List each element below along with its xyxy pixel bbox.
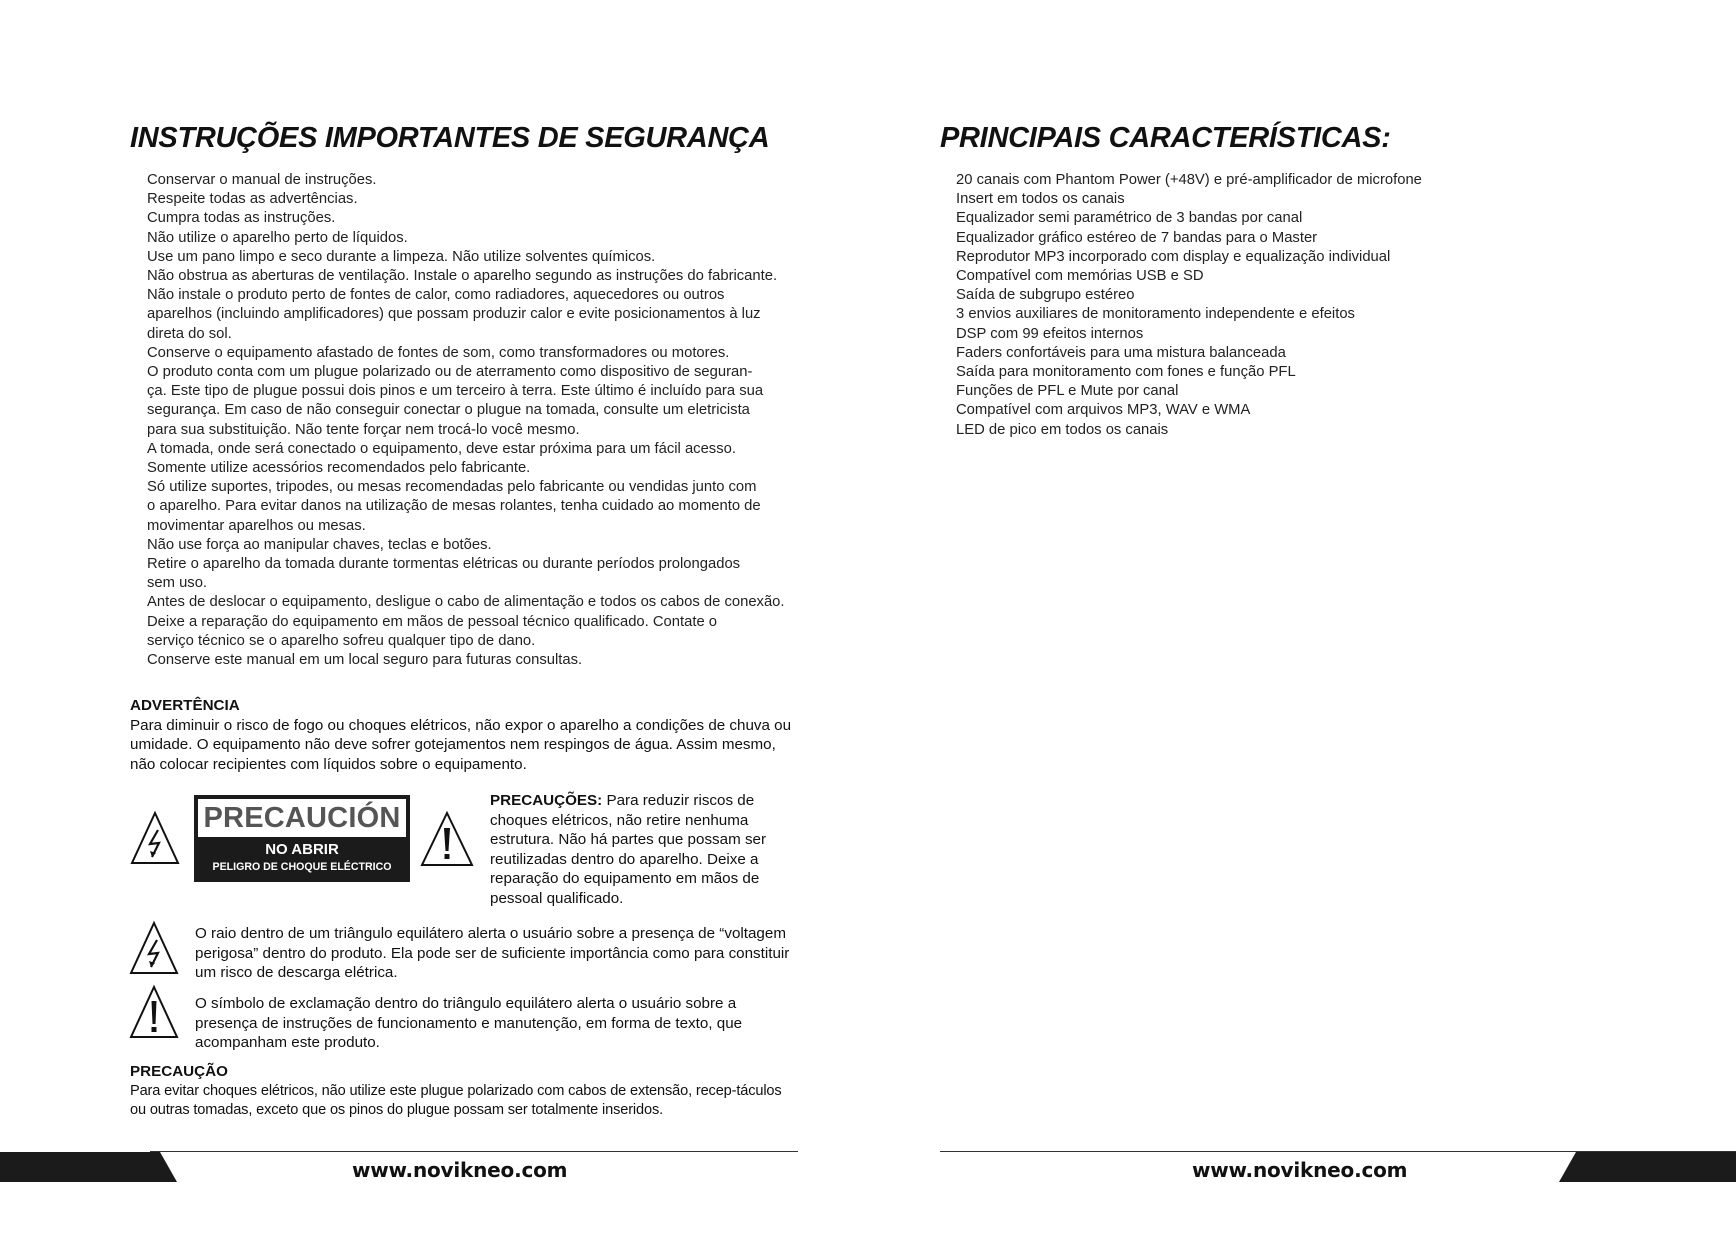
feature-item: Insert em todos os canais <box>956 191 1125 208</box>
instruction-line: Antes de deslocar o equipamento, desligue o cabo de alimentação e todos os cabos de conexão. <box>147 594 785 611</box>
footer-url-right[interactable]: www.novikneo.com <box>1192 1158 1408 1182</box>
instruction-line: serviço técnico se o aparelho sofreu qualquer tipo de dano. <box>147 632 536 649</box>
feature-item: Reprodutor MP3 incorporado com display e equalização individual <box>956 248 1391 265</box>
instruction-line: A tomada, onde será conectado o equipamento, deve estar próxima para um fácil acesso. <box>147 440 736 457</box>
precaucao-text: Para evitar choques elétricos, não utilize este plugue polarizado com cabos de extensão, recep-táculos ou outras tomadas, exceto que os pinos do plugue possam ser totalmente inseridos. <box>130 1082 782 1118</box>
instruction-line: Deixe a reparação do equipamento em mãos de pessoal técnico qualificado. Contate o <box>147 613 718 630</box>
feature-item: 20 canais com Phantom Power (+48V) e pré-amplificador de microfone <box>956 172 1422 188</box>
instruction-line: Conserve o equipamento afastado de fontes de som, como transformadores ou motores. <box>147 344 730 361</box>
instruction-line: Não use força ao manipular chaves, teclas e botões. <box>147 536 492 553</box>
feature-item: Equalizador gráfico estéreo de 7 bandas para o Master <box>956 229 1318 246</box>
feature-item: Equalizador semi paramétrico de 3 bandas por canal <box>956 210 1303 227</box>
instruction-line: o aparelho. Para evitar danos na utilização de mesas rolantes, tenha cuidado ao momento de <box>147 498 761 515</box>
footer-url-left[interactable]: www.novikneo.com <box>352 1158 568 1182</box>
exclamation-symbol-text: O símbolo de exclamação dentro do triângulo equilátero alerta o usuário sobre a presença de instruções de funcionamento e manutenção, em forma de texto, que acompanham este produto. <box>195 995 743 1051</box>
instruction-line: Use um pano limpo e seco durante a limpeza. Não utilize solventes químicos. <box>147 248 656 265</box>
lightning-symbol-text: O raio dentro de um triângulo equilátero alerta o usuário sobre a presença de “voltagem perigosa” dentro do produto. Ela pode ser de suficiente importância como para constituir um risco de descarga elétrica. <box>195 925 790 981</box>
lightning-warning-icon <box>130 810 180 866</box>
precaucion-text: PRECAUCIÓN <box>198 799 406 837</box>
instruction-line: movimentar aparelhos ou mesas. <box>147 517 366 534</box>
footer-tab-left <box>0 1152 180 1182</box>
feature-item: DSP com 99 efeitos internos <box>956 325 1144 342</box>
feature-item: Compatível com memórias USB e SD <box>956 268 1204 285</box>
peligro-text: PELIGRO DE CHOQUE ELÉCTRICO <box>212 861 392 873</box>
right-page <box>868 0 1736 1248</box>
instruction-line: ça. Este tipo de plugue possui dois pinos e um terceiro à terra. Este último é incluído para sua <box>147 383 764 400</box>
features-list <box>956 171 1656 440</box>
advertencia-title: ADVERTÊNCIA <box>130 697 240 714</box>
precaucao-section <box>130 1062 798 1121</box>
instruction-line: segurança. Em caso de não conseguir conectar o plugue na tomada, consulte um eletricista <box>147 402 750 419</box>
instruction-line: aparelhos (incluindo amplificadores) que possam produzir calor e evite posicionamentos à luz <box>147 306 761 323</box>
instruction-line: Não instale o produto perto de fontes de calor, como radiadores, aquecedores ou outros <box>147 287 725 304</box>
precaucion-warning-label <box>194 795 410 882</box>
precaucoes-paragraph <box>490 791 800 908</box>
instruction-line: Somente utilize acessórios recomendados pelo fabricante. <box>147 460 531 477</box>
advertencia-text: Para diminuir o risco de fogo ou choques elétricos, não expor o aparelho a condições de chuva ou umidade. O equipamento não deve sofrer gotejamentos nem respingos de água. Assim mesmo, não colocar recipientes com líquidos sobre o equipamento. <box>130 716 792 773</box>
footer-divider-left <box>150 1151 798 1152</box>
feature-item: Compatível com arquivos MP3, WAV e WMA <box>956 402 1251 419</box>
instruction-line: Conservar o manual de instruções. <box>147 172 377 188</box>
advertencia-section <box>130 696 798 774</box>
exclamation-warning-icon <box>419 810 475 868</box>
lightning-symbol-icon <box>128 920 180 976</box>
instruction-line: Retire o aparelho da tomada durante tormentas elétricas ou durante períodos prolongados <box>147 556 741 573</box>
no-abrir-text: NO ABRIR <box>265 841 339 858</box>
exclamation-symbol-icon <box>128 984 180 1040</box>
instruction-line: Só utilize suportes, tripodes, ou mesas recomendadas pelo fabricante ou vendidas junto com <box>147 479 757 496</box>
instruction-line: Conserve este manual em um local seguro para futuras consultas. <box>147 652 583 669</box>
instruction-line: para sua substituição. Não tente forçar nem trocá-lo você mesmo. <box>147 421 580 438</box>
safety-instructions-list <box>147 171 802 670</box>
precaucoes-label: PRECAUÇÕES: <box>490 792 603 809</box>
feature-item: Funções de PFL e Mute por canal <box>956 383 1179 400</box>
instruction-line: Cumpra todas as instruções. <box>147 210 336 227</box>
feature-item: Faders confortáveis para uma mistura balanceada <box>956 344 1286 361</box>
instruction-line: Não obstrua as aberturas de ventilação. Instale o aparelho segundo as instruções do fabricante. <box>147 268 778 285</box>
features-title: PRINCIPAIS CARACTERÍSTICAS: <box>940 122 1391 154</box>
precaucao-title: PRECAUÇÃO <box>130 1063 228 1080</box>
instruction-line: direta do sol. <box>147 325 232 342</box>
instruction-line: Não utilize o aparelho perto de líquidos. <box>147 229 408 246</box>
feature-item: LED de pico em todos os canais <box>956 421 1169 438</box>
feature-item: Saída para monitoramento com fones e função PFL <box>956 364 1296 381</box>
instruction-line: sem uso. <box>147 575 208 592</box>
footer-tab-right <box>1556 1152 1736 1182</box>
feature-item: 3 envios auxiliares de monitoramento independente e efeitos <box>956 306 1355 323</box>
feature-item: Saída de subgrupo estéreo <box>956 287 1135 304</box>
instruction-line: O produto conta com um plugue polarizado ou de aterramento como dispositivo de seguran- <box>147 364 753 381</box>
instruction-line: Respeite todas as advertências. <box>147 191 358 208</box>
precaucoes-text: Para reduzir riscos de choques elétricos, não retire nenhuma estrutura. Não há partes que possam ser reutilizadas dentro do aparelho. Deixe a reparação do equipamento em mãos de pessoal qualificado. <box>490 792 767 907</box>
safety-title: INSTRUÇÕES IMPORTANTES DE SEGURANÇA <box>130 122 770 154</box>
